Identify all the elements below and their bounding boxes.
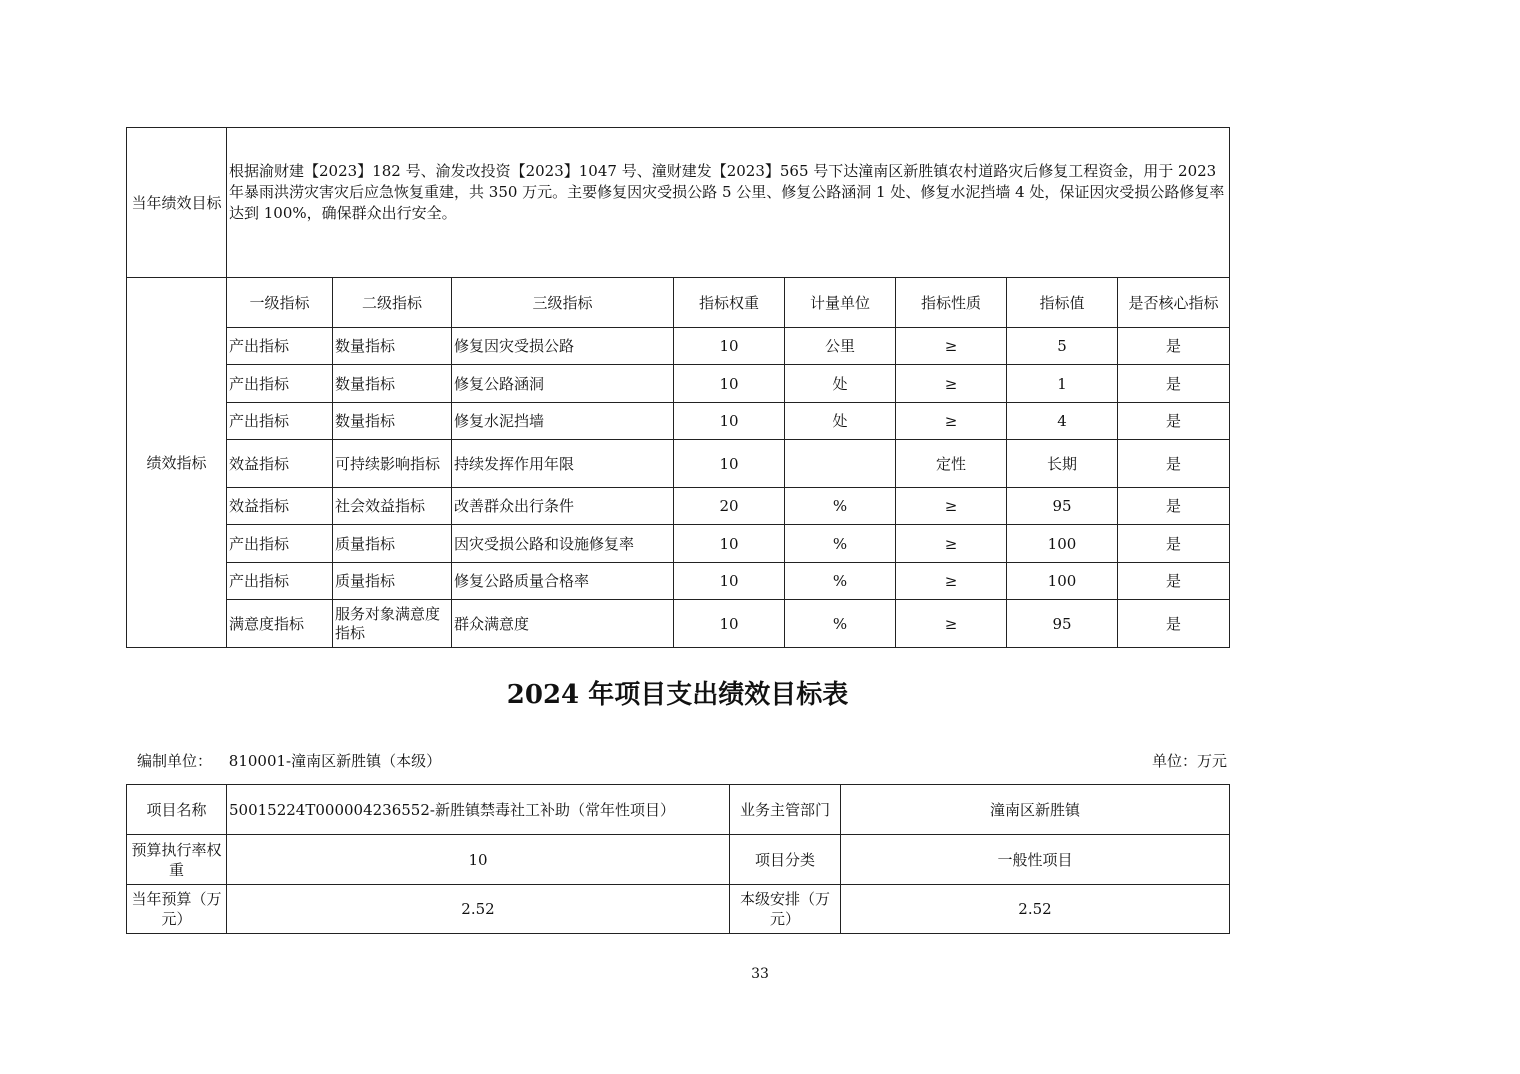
header-cell: 一级指标 xyxy=(227,278,333,328)
compiling-unit-label: 编制单位： xyxy=(137,752,213,770)
cell-weight: 10 xyxy=(674,525,785,563)
header-cell: 指标值 xyxy=(1007,278,1118,328)
cell-core: 是 xyxy=(1118,365,1230,403)
compiling-unit xyxy=(137,750,441,771)
cell-weight: 10 xyxy=(674,563,785,600)
budget-label: 当年预算（万元） xyxy=(127,885,227,934)
cell-core: 是 xyxy=(1118,525,1230,563)
goal-text: 根据渝财建【2023】182 号、渝发改投资【2023】1047 号、潼财建发【2023】565 号下达潼南区新胜镇农村道路灾后修复工程资金，用于 2023 年暴雨洪涝灾害灾后应急恢复重建，共 350 万元。主要修复因灾受损公路 5 公里、修复公路涵洞 1 处、修复水泥挡墙 4 处，保证因灾受损公路修复率达到 100%，确保群众出行安全。 xyxy=(227,128,1230,278)
cell-level3: 修复因灾受损公路 xyxy=(452,328,674,365)
table-row xyxy=(127,488,1230,525)
cell-level3: 因灾受损公路和设施修复率 xyxy=(452,525,674,563)
cell-level2: 数量指标 xyxy=(333,403,452,440)
cell-unit: 处 xyxy=(785,403,896,440)
cell-weight: 10 xyxy=(674,440,785,488)
cell-unit: 处 xyxy=(785,365,896,403)
cell-unit: % xyxy=(785,525,896,563)
cell-weight: 10 xyxy=(674,403,785,440)
cell-level1: 产出指标 xyxy=(227,403,333,440)
cell-unit: % xyxy=(785,563,896,600)
cell-level1: 效益指标 xyxy=(227,488,333,525)
cell-level3: 改善群众出行条件 xyxy=(452,488,674,525)
page-title: 2024 年项目支出绩效目标表 xyxy=(506,680,849,710)
project-name-label: 项目名称 xyxy=(127,785,227,835)
cell-level2: 可持续影响指标 xyxy=(333,440,452,488)
cell-nature: ≥ xyxy=(896,600,1007,648)
dept-label: 业务主管部门 xyxy=(730,785,841,835)
cell-core: 是 xyxy=(1118,403,1230,440)
cell-level2: 质量指标 xyxy=(333,563,452,600)
header-cell: 二级指标 xyxy=(333,278,452,328)
budget-value: 2.52 xyxy=(227,885,730,934)
cell-level2: 社会效益指标 xyxy=(333,488,452,525)
indicator-label: 绩效指标 xyxy=(127,278,227,648)
cell-value: 95 xyxy=(1007,600,1118,648)
cell-core: 是 xyxy=(1118,563,1230,600)
cell-level3: 修复公路涵洞 xyxy=(452,365,674,403)
table-row xyxy=(127,328,1230,365)
cell-nature: ≥ xyxy=(896,328,1007,365)
cell-nature: ≥ xyxy=(896,365,1007,403)
level-value: 2.52 xyxy=(841,885,1230,934)
table-row xyxy=(127,525,1230,563)
cell-value: 100 xyxy=(1007,563,1118,600)
header-cell: 三级指标 xyxy=(452,278,674,328)
cell-weight: 10 xyxy=(674,328,785,365)
cell-weight: 10 xyxy=(674,365,785,403)
header-cell: 指标性质 xyxy=(896,278,1007,328)
cell-level1: 产出指标 xyxy=(227,563,333,600)
currency-unit: 单位：万元 xyxy=(1151,752,1227,770)
cell-value: 95 xyxy=(1007,488,1118,525)
cell-level1: 产出指标 xyxy=(227,328,333,365)
cell-value: 长期 xyxy=(1007,440,1118,488)
cell-weight: 10 xyxy=(674,600,785,648)
cell-level3: 修复水泥挡墙 xyxy=(452,403,674,440)
cell-core: 是 xyxy=(1118,440,1230,488)
cell-level2: 数量指标 xyxy=(333,328,452,365)
project-name-value: 50015224T000004236552-新胜镇禁毒社工补助（常年性项目） xyxy=(227,785,730,835)
cell-core: 是 xyxy=(1118,328,1230,365)
header-cell: 计量单位 xyxy=(785,278,896,328)
indicator-header-row xyxy=(127,278,1230,328)
rate-value: 10 xyxy=(227,835,730,885)
cell-nature: ≥ xyxy=(896,488,1007,525)
cell-weight: 20 xyxy=(674,488,785,525)
cell-nature: ≥ xyxy=(896,403,1007,440)
project-info-table xyxy=(126,784,1230,934)
table-row xyxy=(127,440,1230,488)
cell-nature: ≥ xyxy=(896,525,1007,563)
category-label: 项目分类 xyxy=(730,835,841,885)
cell-level3: 修复公路质量合格率 xyxy=(452,563,674,600)
cell-level1: 满意度指标 xyxy=(227,600,333,648)
cell-value: 4 xyxy=(1007,403,1118,440)
cell-level2: 质量指标 xyxy=(333,525,452,563)
cell-value: 100 xyxy=(1007,525,1118,563)
page-number: 33 xyxy=(751,966,769,982)
rate-label: 预算执行率权重 xyxy=(127,835,227,885)
cell-nature: ≥ xyxy=(896,563,1007,600)
dept-value: 潼南区新胜镇 xyxy=(841,785,1230,835)
cell-level1: 产出指标 xyxy=(227,365,333,403)
cell-core: 是 xyxy=(1118,600,1230,648)
table-row xyxy=(127,600,1230,648)
category-value: 一般性项目 xyxy=(841,835,1230,885)
header-cell: 指标权重 xyxy=(674,278,785,328)
goal-label: 当年绩效目标 xyxy=(127,128,227,278)
cell-level2: 服务对象满意度指标 xyxy=(333,600,452,648)
cell-level2: 数量指标 xyxy=(333,365,452,403)
cell-unit: % xyxy=(785,600,896,648)
cell-level3: 持续发挥作用年限 xyxy=(452,440,674,488)
level-label: 本级安排（万元） xyxy=(730,885,841,934)
table-row xyxy=(127,365,1230,403)
cell-level1: 效益指标 xyxy=(227,440,333,488)
table-row xyxy=(127,563,1230,600)
cell-nature: 定性 xyxy=(896,440,1007,488)
cell-unit xyxy=(785,440,896,488)
cell-level1: 产出指标 xyxy=(227,525,333,563)
cell-value: 1 xyxy=(1007,365,1118,403)
compiling-unit-value: 810001-潼南区新胜镇（本级） xyxy=(228,752,442,770)
performance-goal-table xyxy=(126,127,1230,648)
cell-level3: 群众满意度 xyxy=(452,600,674,648)
cell-unit: 公里 xyxy=(785,328,896,365)
cell-unit: % xyxy=(785,488,896,525)
cell-core: 是 xyxy=(1118,488,1230,525)
header-cell: 是否核心指标 xyxy=(1118,278,1230,328)
cell-value: 5 xyxy=(1007,328,1118,365)
table-row xyxy=(127,403,1230,440)
